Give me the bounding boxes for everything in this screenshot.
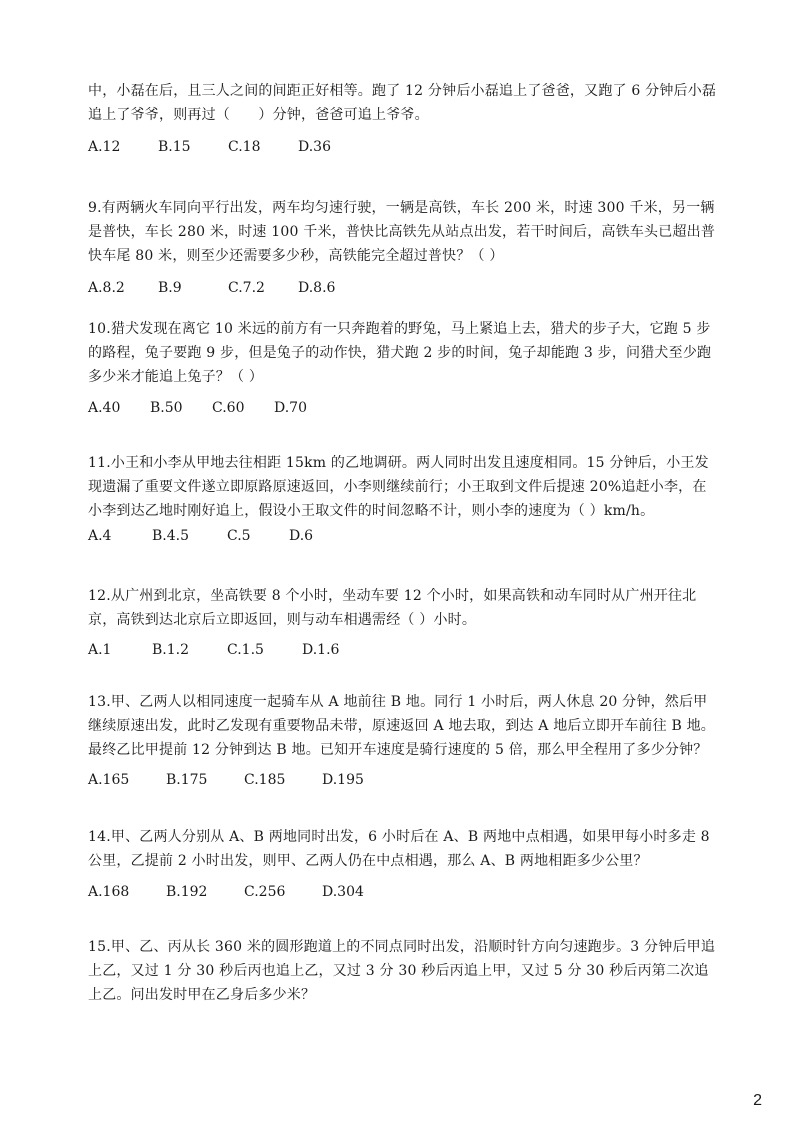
option-a: A.168 <box>88 884 130 900</box>
question-11-options <box>88 526 313 546</box>
option-a: A.40 <box>88 400 121 416</box>
question-9-options <box>88 278 335 298</box>
option-b: B.15 <box>158 139 191 155</box>
option-d: D.304 <box>322 884 364 900</box>
option-c: C.18 <box>228 139 261 155</box>
question-text: 12.从广州到北京，坐高铁要 8 个小时，坐动车要 12 个小时，如果高铁和动车同时从广州开往北京，高铁到达北京后立即返回，则与动车相遇需经（ ）小时。 <box>88 588 697 628</box>
question-8-options <box>88 137 331 157</box>
option-a: A.4 <box>88 528 112 544</box>
question-text: 11.小王和小李从甲地去往相距 15km 的乙地调研。两人同时出发且速度相同。15 分钟后，小王发现遗漏了重要文件遂立即原路原速返回，小李则继续前行；小王取到文件后提速 20%追赶小李，在小李到达乙地时刚好追上，假设小王取文件的时间忽略不计，则小李的速度为（ ）km/h。 <box>88 455 709 519</box>
question-text: 15.甲、乙、丙从长 360 米的圆形跑道上的不同点同时出发，沿顺时针方向匀速跑步。3 分钟后甲追上乙，又过 1 分 30 秒后丙也追上乙，又过 3 分 30 秒后丙追上甲，又过 5 分 30 秒后丙第二次追上乙。问出发时甲在乙身后多少米？ <box>88 939 716 1003</box>
option-d: D.70 <box>274 400 307 416</box>
question-12-options <box>88 640 339 660</box>
option-a: A.12 <box>88 139 121 155</box>
option-a: A.1 <box>88 642 112 658</box>
option-a: A.8.2 <box>88 280 125 296</box>
question-text: 9.有两辆火车同向平行出发，两车均匀速行驶，一辆是高铁，车长 200 米，时速 300 千米，另一辆是普快，车长 280 米，时速 100 千米，普快比高铁先从站点出发，若干时间后，高铁车头已超出普快车尾 80 米，则至少还需要多少秒，高铁能完全超过普快？（ ） <box>88 200 716 264</box>
question-13-options <box>88 770 364 790</box>
option-d: D.8.6 <box>298 280 336 296</box>
option-b: B.9 <box>158 280 182 296</box>
question-9 <box>88 196 720 268</box>
option-b: B.4.5 <box>152 528 190 544</box>
option-d: D.1.6 <box>302 642 340 658</box>
question-14-options <box>88 882 364 902</box>
question-text: 13.甲、乙两人以相同速度一起骑车从 A 地前往 B 地。同行 1 小时后，两人休息 20 分钟，然后甲继续原速出发，此时乙发现有重要物品未带，原速返回 A 地去取，到达 A 地后立即开车前往 B 地。最终乙比甲提前 12 分钟到达 B 地。已知开车速度是骑行速度的 5 倍，那么甲全程用了多少分钟？ <box>88 694 716 758</box>
question-8-continued <box>88 79 720 127</box>
option-c: C.5 <box>227 528 251 544</box>
question-15 <box>88 935 720 1007</box>
option-b: B.1.2 <box>152 642 190 658</box>
option-a: A.165 <box>88 772 130 788</box>
option-d: D.36 <box>298 139 331 155</box>
option-b: B.192 <box>166 884 208 900</box>
question-10 <box>88 317 720 389</box>
option-b: B.175 <box>166 772 208 788</box>
option-c: C.256 <box>244 884 286 900</box>
option-c: C.7.2 <box>228 280 265 296</box>
question-10-options <box>88 398 307 418</box>
question-text: 中，小磊在后，且三人之间的间距正好相等。跑了 12 分钟后小磊追上了爸爸，又跑了 6 分钟后小磊追上了爷爷，则再过（ ）分钟，爸爸可追上爷爷。 <box>88 83 717 123</box>
option-c: C.60 <box>212 400 245 416</box>
question-12 <box>88 584 720 632</box>
option-c: C.1.5 <box>227 642 264 658</box>
page-number: 2 <box>753 1092 762 1109</box>
question-text: 10.猎犬发现在离它 10 米远的前方有一只奔跑着的野兔，马上紧追上去，猎犬的步子大，它跑 5 步的路程，兔子要跑 9 步，但是兔子的动作快，猎犬跑 2 步的时间，兔子却能跑 3 步，问猎犬至少跑多少米才能追上兔子？（ ） <box>88 321 712 385</box>
question-13 <box>88 690 720 762</box>
option-c: C.185 <box>244 772 286 788</box>
question-14 <box>88 825 720 873</box>
option-b: B.50 <box>150 400 183 416</box>
option-d: D.6 <box>289 528 314 544</box>
option-d: D.195 <box>322 772 364 788</box>
question-11 <box>88 451 720 523</box>
question-text: 14.甲、乙两人分别从 A、B 两地同时出发，6 小时后在 A、B 两地中点相遇，如果甲每小时多走 8 公里，乙提前 2 小时出发，则甲、乙两人仍在中点相遇，那么 A、B 两地相距多少公里？ <box>88 829 710 869</box>
